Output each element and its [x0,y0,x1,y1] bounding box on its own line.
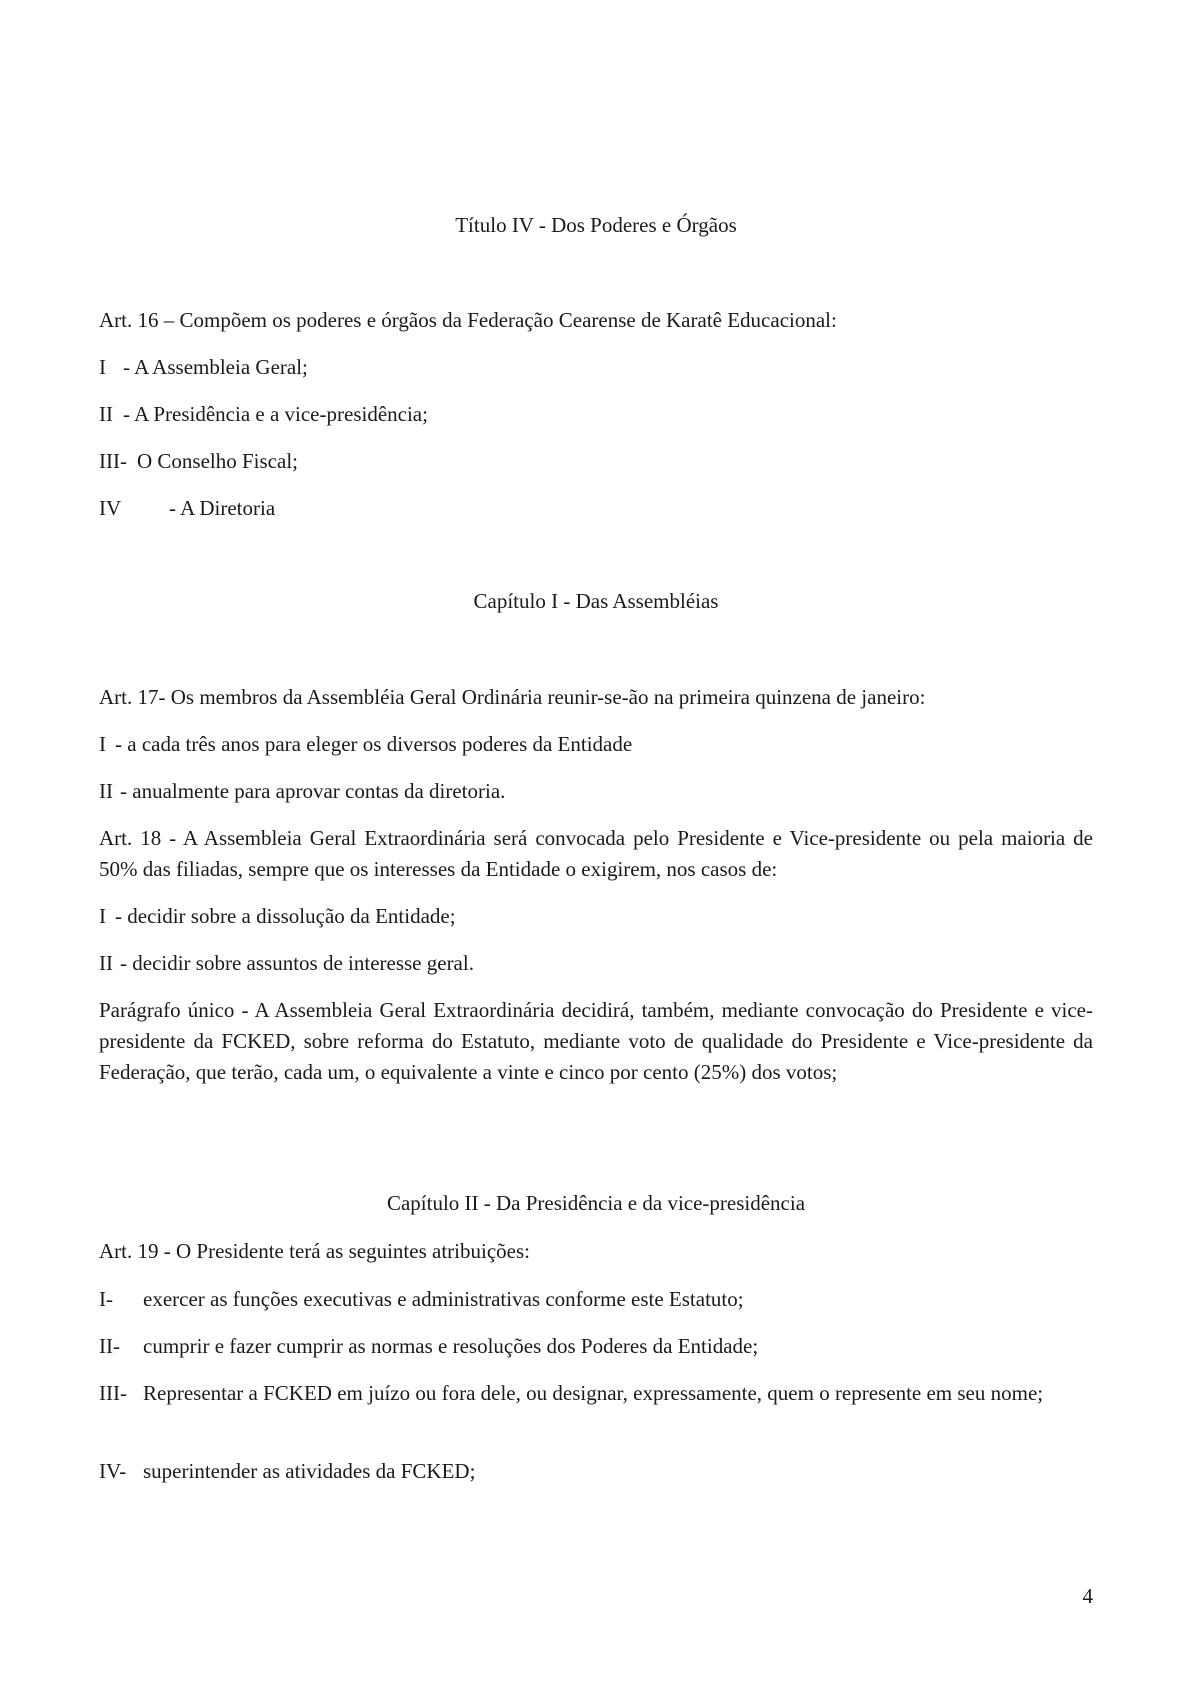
item-number: II [99,402,113,426]
item-number: III- [99,449,127,473]
art19-item-1 [99,1284,1093,1315]
item-text: Representar a FCKED em juízo ou fora dele, ou designar, expressamente, quem o represente em seu nome; [143,1381,1044,1405]
art18-item-1 [99,901,1093,932]
art19-item-4 [99,1456,1093,1487]
item-text: exercer as funções executivas e administrativas conforme este Estatuto; [143,1287,744,1311]
art16-item-1 [99,352,1093,383]
item-text: cumprir e fazer cumprir as normas e resoluções dos Poderes da Entidade; [143,1334,759,1358]
art18-paragrafo-unico: Parágrafo único - A Assembleia Geral Extraordinária decidirá, também, mediante convocação do Presidente e vice-presidente da FCKED, sobre reforma do Estatuto, mediante voto de qualidade do Presidente e Vice-presidente da Federação, que terão, cada um, o equivalente a vinte e cinco por cento (25%) dos votos; [99,998,1093,1084]
item-text: - anualmente para aprovar contas da diretoria. [120,779,506,803]
item-number: I [99,732,106,756]
art16-text: Art. 16 – Compõem os poderes e órgãos da Federação Cearense de Karatê Educacional: [99,308,837,332]
item-text: - A Diretoria [169,496,276,520]
art16-item-2 [99,399,1093,430]
art18-text: Art. 18 - A Assembleia Geral Extraordinária será convocada pelo Presidente e Vice-presidente ou pela maioria de 50% das filiadas, sempre que os interesses da Entidade o exigirem, nos casos de: [99,826,1093,881]
item-number: III- [99,1381,127,1405]
item-number: II [99,779,113,803]
art17-item-1 [99,729,1093,760]
art19-item-3 [99,1378,1093,1409]
item-number: II- [99,1334,120,1358]
item-number: IV- [99,1459,127,1483]
art17-item-2 [99,776,1093,807]
item-text: - decidir sobre a dissolução da Entidade; [115,904,456,928]
art16-item-3 [99,446,1093,477]
art17-text: Art. 17- Os membros da Assembléia Geral Ordinária reunir-se-ão na primeira quinzena de janeiro: [99,685,926,709]
capitulo-i-heading: Capítulo I - Das Assembléias [473,589,719,613]
art19-item-2 [99,1331,1093,1362]
item-number: I [99,904,106,928]
art19-text: Art. 19 - O Presidente terá as seguintes atribuições: [99,1239,530,1263]
document-page [99,0,1093,1684]
item-text: - decidir sobre assuntos de interesse geral. [120,951,474,975]
page-number: 4 [1082,1584,1093,1608]
item-text: - a cada três anos para eleger os diversos poderes da Entidade [115,732,633,756]
item-number: II [99,951,113,975]
item-number: I [99,355,106,379]
item-text: O Conselho Fiscal; [137,449,298,473]
titulo-iv-heading: Título IV - Dos Poderes e Órgãos [455,213,737,237]
item-text: - A Assembleia Geral; [123,355,308,379]
item-text: superintender as atividades da FCKED; [143,1459,476,1483]
capitulo-ii-heading: Capítulo II - Da Presidência e da vice-presidência [386,1191,806,1215]
item-number: IV [99,496,122,520]
item-number: I- [99,1287,113,1311]
art16-item-4 [99,493,1093,524]
item-text: - A Presidência e a vice-presidência; [123,402,428,426]
art18-item-2 [99,948,1093,979]
